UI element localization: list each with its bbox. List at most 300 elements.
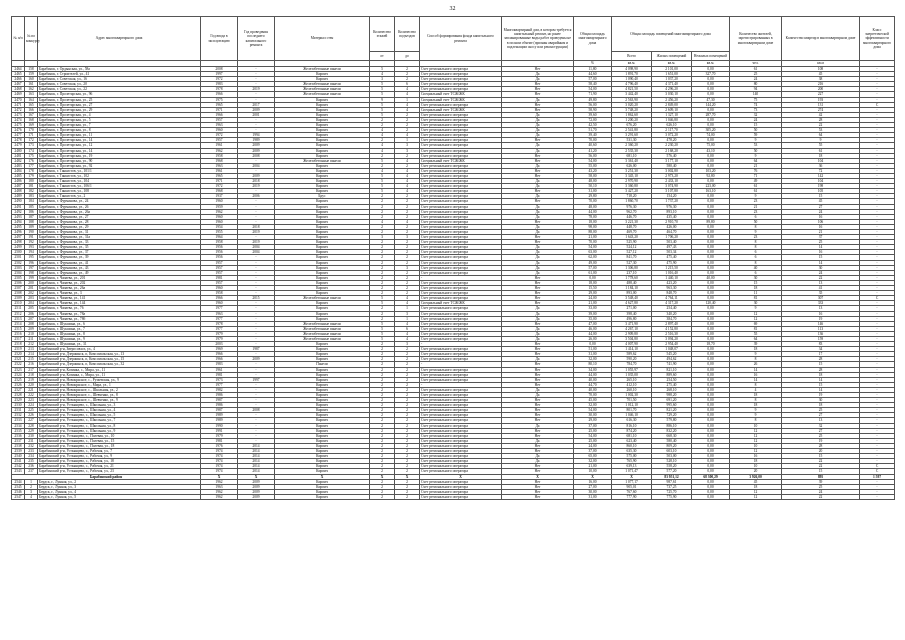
table-cell: 2: [370, 163, 395, 168]
table-cell: Барабинск, г. Чапаева, ул., 201: [38, 275, 201, 280]
table-cell: Барабинск, г. Пролетарская, ул., 27: [38, 102, 201, 107]
table-cell: 475,90: [652, 260, 692, 265]
table-cell: 2532: [12, 413, 25, 418]
table-cell: 2 516,30: [652, 331, 692, 336]
table-cell: Барабинский р-н, Козинка, с., Мира, ул., 11: [38, 367, 201, 372]
table-cell: 2512: [12, 311, 25, 316]
table-cell: 0,00: [692, 311, 730, 316]
table-cell: Кирпич: [275, 102, 370, 107]
table-cell: Барабинск, г. Чапаева, ул., 144: [38, 301, 201, 306]
table-cell: 2: [395, 250, 420, 255]
table-cell: Барабинский р-н, Новокрасное, с., Мира, ул., 1: [38, 382, 201, 387]
table-cell: 2: [370, 438, 395, 443]
table-cell: -: [238, 128, 275, 133]
table-cell: 2525: [12, 377, 25, 382]
table-cell: 2: [370, 347, 395, 352]
table-cell: 172: [25, 138, 38, 143]
table-cell: 580,40: [652, 438, 692, 443]
table-cell: -: [860, 179, 895, 184]
unit-area-res: кв.м.: [652, 61, 692, 67]
table-cell: 1987: [201, 398, 238, 403]
table-cell: 5: [370, 296, 395, 301]
table-cell: 2482: [12, 158, 25, 163]
table-cell: 1976: [201, 443, 238, 448]
table-cell: 25: [782, 433, 860, 438]
table-cell: 0,00: [692, 469, 730, 474]
table-cell: 1966: [201, 112, 238, 117]
table-cell: -: [238, 168, 275, 173]
table-cell: 1: [395, 316, 420, 321]
table-cell: Счет регионального оператора: [420, 77, 502, 82]
table-cell: 2540: [12, 454, 25, 459]
table-cell: 4: [370, 133, 395, 138]
table-cell: Барабинск, г. Строителей, ул., 41: [38, 72, 201, 77]
table-cell: 235: [25, 459, 38, 464]
table-cell: Кирпич: [275, 209, 370, 214]
table-cell: Кирпич: [275, 479, 370, 484]
table-cell: Бердск, г., Лунная, ул., 4: [38, 489, 201, 494]
table-cell: 106: [782, 219, 860, 224]
table-cell: 3 072,20: [652, 133, 692, 138]
table-cell: 2: [395, 153, 420, 158]
table-cell: 2538: [12, 443, 25, 448]
table-cell: 15: [782, 454, 860, 459]
table-cell: -: [860, 173, 895, 178]
table-cell: Кирпич: [275, 433, 370, 438]
table-cell: Счет регионального оператора: [420, 494, 502, 499]
table-cell: 579,80: [652, 418, 692, 423]
table-cell: 2: [370, 433, 395, 438]
table-cell: 2: [395, 367, 420, 372]
table-cell: Барабинск, г. Чапаева, ул., 76: [38, 306, 201, 311]
table-cell: 200: [25, 280, 38, 285]
table-cell: Да: [502, 224, 574, 229]
table-cell: 1: [395, 97, 420, 102]
table-cell: 2478: [12, 138, 25, 143]
table-cell: 230: [25, 433, 38, 438]
table-cell: -: [860, 372, 895, 377]
table-cell: 185: [25, 204, 38, 209]
table-cell: -: [860, 163, 895, 168]
table-cell: Да: [502, 214, 574, 219]
table-cell: 2520: [12, 352, 25, 357]
table-cell: 3 177,10: [652, 158, 692, 163]
table-cell: 98,00: [574, 224, 612, 229]
table-cell: 4: [395, 296, 420, 301]
table-cell: Кирпич: [275, 204, 370, 209]
table-cell: 12: [730, 438, 782, 443]
total-cell: 895: [782, 474, 860, 479]
table-cell: 31,00: [574, 189, 612, 194]
table-cell: 6: [730, 270, 782, 275]
table-cell: -: [860, 489, 895, 494]
table-cell: 0,00: [692, 357, 730, 362]
header-entrances-to: до: [395, 52, 420, 61]
table-cell: 221: [25, 387, 38, 392]
table-cell: 639,13: [612, 464, 652, 469]
table-cell: Барабинск, г. Фурманова, ул., 49: [38, 270, 201, 275]
table-cell: 182: [25, 189, 38, 194]
table-cell: 1968: [201, 189, 238, 194]
table-cell: 72: [782, 168, 860, 173]
table-cell: Кирпич: [275, 123, 370, 128]
table-cell: 2: [370, 459, 395, 464]
table-cell: 2: [395, 77, 420, 82]
table-cell: 35: [782, 291, 860, 296]
table-cell: Да: [502, 326, 574, 331]
table-cell: 0,00: [692, 362, 730, 367]
table-cell: 2: [370, 479, 395, 484]
table-cell: 3 548,40: [612, 296, 652, 301]
table-cell: 2014: [238, 449, 275, 454]
table-cell: 2: [370, 423, 395, 428]
table-cell: 494,62: [652, 357, 692, 362]
table-cell: Счет регионального оператора: [420, 393, 502, 398]
table-cell: 58,40: [574, 82, 612, 87]
table-cell: 423,20: [652, 280, 692, 285]
table-cell: 187: [25, 214, 38, 219]
table-cell: -: [238, 97, 275, 102]
table-cell: 53: [730, 143, 782, 148]
table-cell: 2 117,70: [652, 128, 692, 133]
table-cell: 32: [730, 112, 782, 117]
table-cell: 12: [730, 489, 782, 494]
table-cell: 50: [730, 148, 782, 153]
table-cell: Нет: [502, 347, 574, 352]
table-cell: Барабинск, г. Фурманова, ул., 27: [38, 214, 201, 219]
table-cell: -: [860, 433, 895, 438]
table-cell: Кирпич: [275, 494, 370, 499]
table-cell: 18: [782, 403, 860, 408]
table-cell: 0,00: [692, 250, 730, 255]
table-cell: Счет регионального оператора: [420, 112, 502, 117]
table-cell: 2 973,20: [652, 173, 692, 178]
table-cell: Счет регионального оператора: [420, 377, 502, 382]
table-cell: -: [420, 275, 502, 280]
table-cell: 0,00: [692, 204, 730, 209]
table-cell: 34,00: [574, 367, 612, 372]
table-cell: 809,20: [652, 443, 692, 448]
table-cell: 29,00: [574, 291, 612, 296]
table-cell: 2: [395, 209, 420, 214]
table-cell: Кирпич: [275, 133, 370, 138]
table-cell: 1991: [201, 428, 238, 433]
table-cell: 1 071,47: [612, 469, 652, 474]
table-cell: 0,00: [692, 377, 730, 382]
table-cell: Барабинск, г. Пролетарская, ул., 19: [38, 153, 201, 158]
table-cell: Да: [502, 117, 574, 122]
table-cell: Бердск, г., Лунная, ул., 3: [38, 484, 201, 489]
table-cell: 2: [395, 357, 420, 362]
table-cell: 2: [370, 199, 395, 204]
table-cell: -: [860, 67, 895, 72]
table-cell: 816,10: [612, 423, 652, 428]
table-cell: 729,20: [652, 413, 692, 418]
total-cell: 3 926,00: [730, 474, 782, 479]
table-cell: -: [860, 168, 895, 173]
table-cell: Железобетонные панели: [275, 331, 370, 336]
table-cell: -: [238, 438, 275, 443]
table-cell: 6: [730, 214, 782, 219]
table-cell: 5: [370, 184, 395, 189]
table-cell: 1978: [201, 87, 238, 92]
table-cell: -: [238, 158, 275, 163]
table-cell: 32,00: [574, 357, 612, 362]
table-cell: Счет регионального оператора: [420, 82, 502, 87]
table-cell: 8: [730, 398, 782, 403]
table-cell: 2 101,00: [652, 67, 692, 72]
table-cell: Нет: [502, 449, 574, 454]
table-cell: 2: [395, 128, 420, 133]
table-cell: Барабинск, г. Шукшина, ул., 8: [38, 331, 201, 336]
table-cell: 55,00: [574, 163, 612, 168]
table-cell: 14: [730, 377, 782, 382]
table-cell: 2 541,80: [612, 128, 652, 133]
table-cell: 2: [395, 393, 420, 398]
table-cell: 0,00: [692, 265, 730, 270]
table-cell: 232: [25, 443, 38, 448]
table-cell: Нет: [502, 413, 574, 418]
table-cell: -: [238, 67, 275, 72]
table-cell: 163: [25, 92, 38, 97]
table-cell: 446,70: [612, 214, 652, 219]
table-cell: 2518: [12, 342, 25, 347]
table-cell: 4: [395, 158, 420, 163]
table-cell: -: [238, 413, 275, 418]
table-cell: -: [860, 423, 895, 428]
table-cell: 2: [395, 443, 420, 448]
table-cell: 3: [395, 235, 420, 240]
table-cell: 3: [395, 143, 420, 148]
table-cell: Железобетонные панели: [275, 336, 370, 341]
table-cell: Кирпич: [275, 377, 370, 382]
table-cell: 1960: [201, 128, 238, 133]
table-cell: 1960: [201, 219, 238, 224]
table-cell: Барабинск, г. Фурманова, ул., 35: [38, 245, 201, 250]
table-cell: 1974: [201, 469, 238, 474]
table-cell: 1 184,10: [612, 286, 652, 291]
table-cell: 1 055,97: [612, 367, 652, 372]
table-cell: 2545: [12, 484, 25, 489]
table-cell: -: [238, 275, 275, 280]
table-cell: 13: [782, 280, 860, 285]
table-cell: 0,00: [692, 494, 730, 499]
table-cell: 58,00: [574, 173, 612, 178]
table-cell: 2 910,70: [652, 219, 692, 224]
table-cell: 73: [730, 107, 782, 112]
table-cell: 54,00: [574, 408, 612, 413]
table-cell: 12: [730, 449, 782, 454]
table-cell: 426,00: [652, 224, 692, 229]
table-cell: -: [238, 280, 275, 285]
table-cell: 668,30: [652, 433, 692, 438]
table-cell: 94: [730, 87, 782, 92]
table-cell: 3: [370, 235, 395, 240]
table-cell: 2521: [12, 357, 25, 362]
table-cell: 1994: [238, 133, 275, 138]
table-cell: Барабинск, г. Советская, ул., 16: [38, 77, 201, 82]
table-cell: 57,00: [574, 77, 612, 82]
table-cell: 1960: [201, 214, 238, 219]
table-cell: 190: [25, 230, 38, 235]
table-cell: 2: [370, 408, 395, 413]
table-cell: 3: [25, 489, 38, 494]
table-cell: 170: [25, 128, 38, 133]
table-cell: -: [860, 357, 895, 362]
table-cell: Счет регионального оператора: [420, 133, 502, 138]
table-cell: 2465: [12, 72, 25, 77]
table-cell: -: [238, 336, 275, 341]
total-cell: Х: [395, 474, 420, 479]
table-cell: 496,80: [612, 316, 652, 321]
table-cell: 39,00: [574, 311, 612, 316]
table-cell: -: [860, 347, 895, 352]
table-cell: 2480: [12, 148, 25, 153]
table-cell: 15: [730, 123, 782, 128]
table-cell: -: [860, 255, 895, 260]
table-cell: Нет: [502, 464, 574, 469]
table-cell: 104: [782, 179, 860, 184]
table-cell: Кирпич: [275, 352, 370, 357]
table-cell: Кирпич: [275, 224, 370, 229]
table-cell: 2: [370, 342, 395, 347]
table-cell: 3 471,90: [612, 321, 652, 326]
table-cell: Барабинск, г. Чапаева, ул., 26а: [38, 286, 201, 291]
table-cell: Нет: [502, 67, 574, 72]
table-cell: Да: [502, 194, 574, 199]
table-cell: -: [238, 418, 275, 423]
table-cell: 15: [730, 280, 782, 285]
table-cell: 75: [730, 97, 782, 102]
table-cell: 50: [730, 219, 782, 224]
table-cell: 4: [730, 387, 782, 392]
table-cell: -: [238, 214, 275, 219]
table-cell: 2: [370, 494, 395, 499]
table-cell: 4 371,40: [652, 82, 692, 87]
table-cell: 0,00: [692, 286, 730, 291]
table-cell: -: [860, 133, 895, 138]
table-cell: 2510: [12, 301, 25, 306]
table-cell: 17: [782, 352, 860, 357]
table-cell: 1968: [201, 158, 238, 163]
table-cell: Барабинский р-н, Устьянцево, с., Полевая, ул., 10: [38, 433, 201, 438]
table-cell: 3: [395, 148, 420, 153]
table-cell: 2006: [238, 194, 275, 199]
table-cell: 2009: [238, 489, 275, 494]
table-cell: Кирпич: [275, 382, 370, 387]
table-cell: 75,00: [692, 143, 730, 148]
table-cell: Железобетонные панели: [275, 87, 370, 92]
table-cell: 2499: [12, 245, 25, 250]
table-cell: 274: [782, 107, 860, 112]
table-cell: 1955: [201, 230, 238, 235]
table-cell: 4: [395, 184, 420, 189]
table-cell: Кирпич: [275, 112, 370, 117]
table-cell: 25: [782, 240, 860, 245]
table-cell: 2: [370, 306, 395, 311]
table-cell: 3 504,80: [612, 336, 652, 341]
table-cell: -: [860, 484, 895, 489]
table-cell: Счет регионального оператора: [420, 240, 502, 245]
table-cell: 72,00: [574, 117, 612, 122]
table-cell: 37,00: [574, 423, 612, 428]
table-cell: 2513: [12, 316, 25, 321]
table-cell: 12: [730, 433, 782, 438]
table-cell: 30: [782, 398, 860, 403]
table-cell: 54,00: [574, 87, 612, 92]
table-cell: Счет регионального оператора: [420, 230, 502, 235]
table-cell: 65,00: [574, 454, 612, 459]
table-cell: Да: [502, 123, 574, 128]
table-cell: 2486: [12, 179, 25, 184]
table-cell: 83: [782, 342, 860, 347]
table-cell: Да: [502, 245, 574, 250]
table-cell: 0,00: [692, 306, 730, 311]
table-cell: 1978: [201, 321, 238, 326]
table-cell: Счет регионального оператора: [420, 235, 502, 240]
table-cell: Счет регионального оператора: [420, 102, 502, 107]
table-cell: 10,00: [574, 469, 612, 474]
table-cell: 80: [730, 82, 782, 87]
table-cell: 0,00: [692, 92, 730, 97]
table-cell: 174: [25, 148, 38, 153]
table-cell: -: [238, 199, 275, 204]
table-cell: 18: [730, 393, 782, 398]
table-cell: 860,10: [612, 443, 652, 448]
table-cell: Да: [502, 357, 574, 362]
table-cell: -: [238, 362, 275, 367]
table-cell: 1 037,20: [652, 77, 692, 82]
table-cell: Барабинский р-н, Устьянцево, с., Школьная, ул., 9: [38, 428, 201, 433]
table-cell: -: [860, 97, 895, 102]
table-cell: 5: [370, 92, 395, 97]
table-cell: Нет: [502, 403, 574, 408]
table-cell: 2: [395, 408, 420, 413]
header-year-built: Год ввода в эксплуатацию: [201, 17, 238, 61]
table-cell: Счет регионального оператора: [420, 255, 502, 260]
table-cell: Счет регионального оператора: [420, 428, 502, 433]
table-cell: 1972: [201, 77, 238, 82]
table-cell: 2543: [12, 469, 25, 474]
table-cell: 4: [395, 189, 420, 194]
table-cell: 28: [782, 443, 860, 448]
table-cell: 23: [730, 199, 782, 204]
table-cell: -: [860, 219, 895, 224]
table-cell: 2 849,00: [652, 102, 692, 107]
header-wall: Материал стен: [275, 17, 370, 61]
table-cell: 2: [370, 194, 395, 199]
table-cell: 21: [730, 204, 782, 209]
table-cell: 0,00: [692, 291, 730, 296]
table-cell: 725,70: [652, 489, 692, 494]
table-cell: 27,00: [574, 484, 612, 489]
table-cell: 1963: [201, 163, 238, 168]
table-cell: Барабинск, г. Танкистов, ул., 101/1: [38, 168, 201, 173]
table-cell: 2: [395, 199, 420, 204]
table-cell: 16: [782, 311, 860, 316]
table-cell: 2015: [238, 296, 275, 301]
table-cell: Нет: [502, 87, 574, 92]
table-cell: Барабинск, г. Ордынская, ул., 58а: [38, 67, 201, 72]
table-cell: -: [860, 306, 895, 311]
table-cell: 4 296,20: [652, 87, 692, 92]
table-cell: Нет: [502, 291, 574, 296]
table-cell: 10: [730, 423, 782, 428]
table-cell: 1987: [238, 347, 275, 352]
table-cell: 1989: [201, 418, 238, 423]
table-cell: 1963: [201, 311, 238, 316]
table-cell: 40,00: [574, 377, 612, 382]
